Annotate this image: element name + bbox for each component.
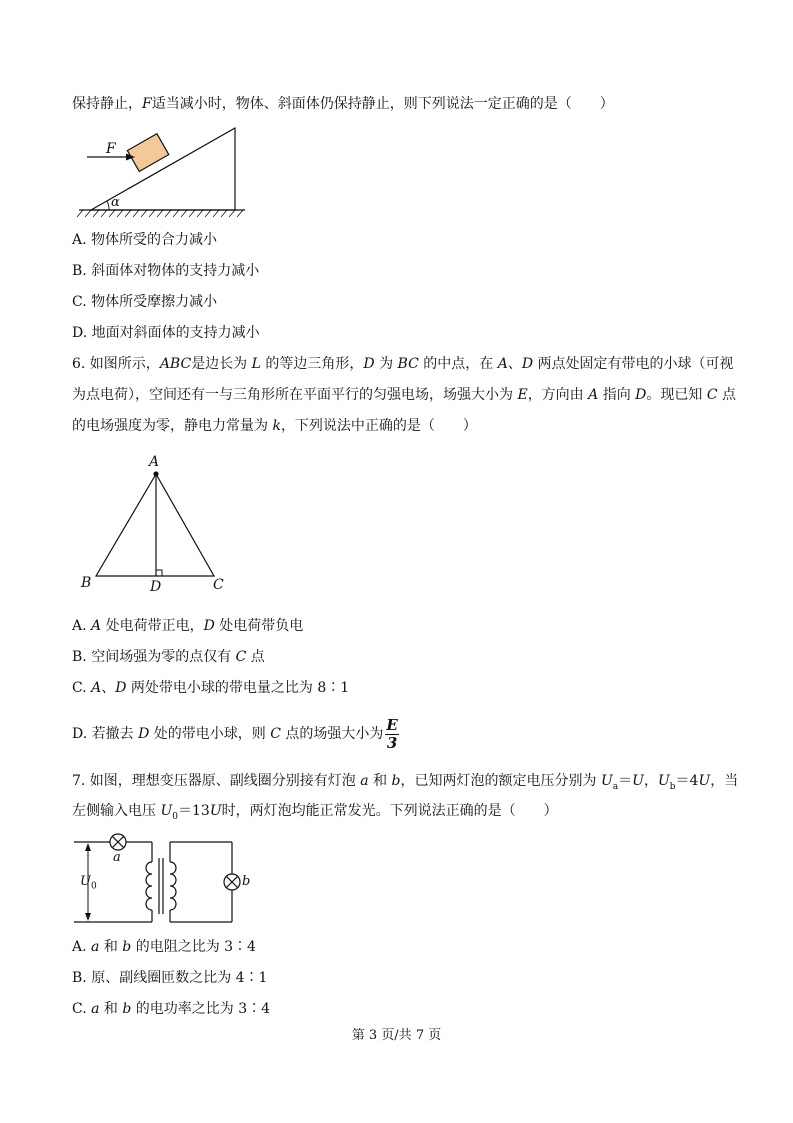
q6-fraction: $\frac{E}{3}$ xyxy=(386,715,398,752)
q6-stem-line1: 6. 如图所示，ABC是边长为 L 的等边三角形，D 为 BC 的中点，在 A、D 两点处固定有带电的小球（可视 xyxy=(72,356,734,372)
q5-force-label: F xyxy=(106,141,116,157)
bulb-a-icon xyxy=(110,834,126,850)
q7-stem-line1: 7. 如图，理想变压器原、副线圈分别接有灯泡 a 和 b，已知两灯泡的额定电压分别为 $U_a=U$，$U_b=4U$，当 xyxy=(72,773,739,792)
q6-label-b: B xyxy=(81,575,92,591)
q5-stem: 保持静止，F适当减小时，物体、斜面体仍保持静止，则下列说法一定正确的是（ ） xyxy=(72,96,614,112)
q5-incline-figure xyxy=(75,126,250,218)
q7-option-c: C. a 和 b 的电功率之比为 3∶4 xyxy=(72,1001,271,1017)
q7-option-b: B. 原、副线圈匝数之比为 4∶1 xyxy=(72,970,268,986)
q6-stem-line3: 的电场强度为零，静电力常量为 k，下列说法中正确的是（ ） xyxy=(72,418,477,434)
q5-option-b: B. 斜面体对物体的支持力减小 xyxy=(72,263,260,279)
bulb-b-icon xyxy=(224,874,240,890)
q7-circuit-figure xyxy=(70,832,260,928)
q6-option-d: D. 若撤去 D 处的带电小球，则 C 点的场强大小为 $\frac{E}{3}$ xyxy=(72,715,398,752)
q5-option-a: A. 物体所受的合力减小 xyxy=(72,232,218,248)
q6-option-c: C. A、D 两处带电小球的带电量之比为 8∶1 xyxy=(72,680,350,696)
page-footer: 第 3 页/共 7 页 xyxy=(351,1028,442,1043)
q6-option-b: B. 空间场强为零的点仅有 C 点 xyxy=(72,649,265,665)
q6-option-a: A. A 处电荷带正电，D 处电荷带负电 xyxy=(72,618,304,634)
q5-option-c: C. 物体所受摩擦力减小 xyxy=(72,294,218,310)
q5-angle-label: α xyxy=(111,195,120,210)
q6-triangle-figure xyxy=(90,468,220,580)
q6-label-d: D xyxy=(150,579,162,595)
q7-label-u0: $U_0$ xyxy=(80,874,97,892)
q7-label-b: b xyxy=(242,874,251,889)
q7-label-a: a xyxy=(113,850,121,865)
q5-option-d: D. 地面对斜面体的支持力减小 xyxy=(72,325,260,341)
q7-stem-line2: 左侧输入电压 $U_0=13U$时，两灯泡均能正常发光。下列说法正确的是（ ） xyxy=(72,803,558,822)
q7-option-a: A. a 和 b 的电阻之比为 3∶4 xyxy=(72,939,256,955)
q6-stem-line2: 为点电荷），空间还有一与三角形所在平面平行的匀强电场，场强大小为 E，方向由 A 指向 D。现已知 C 点 xyxy=(72,387,737,403)
q6-label-c: C xyxy=(213,577,224,593)
q6-label-a: A xyxy=(149,454,160,470)
